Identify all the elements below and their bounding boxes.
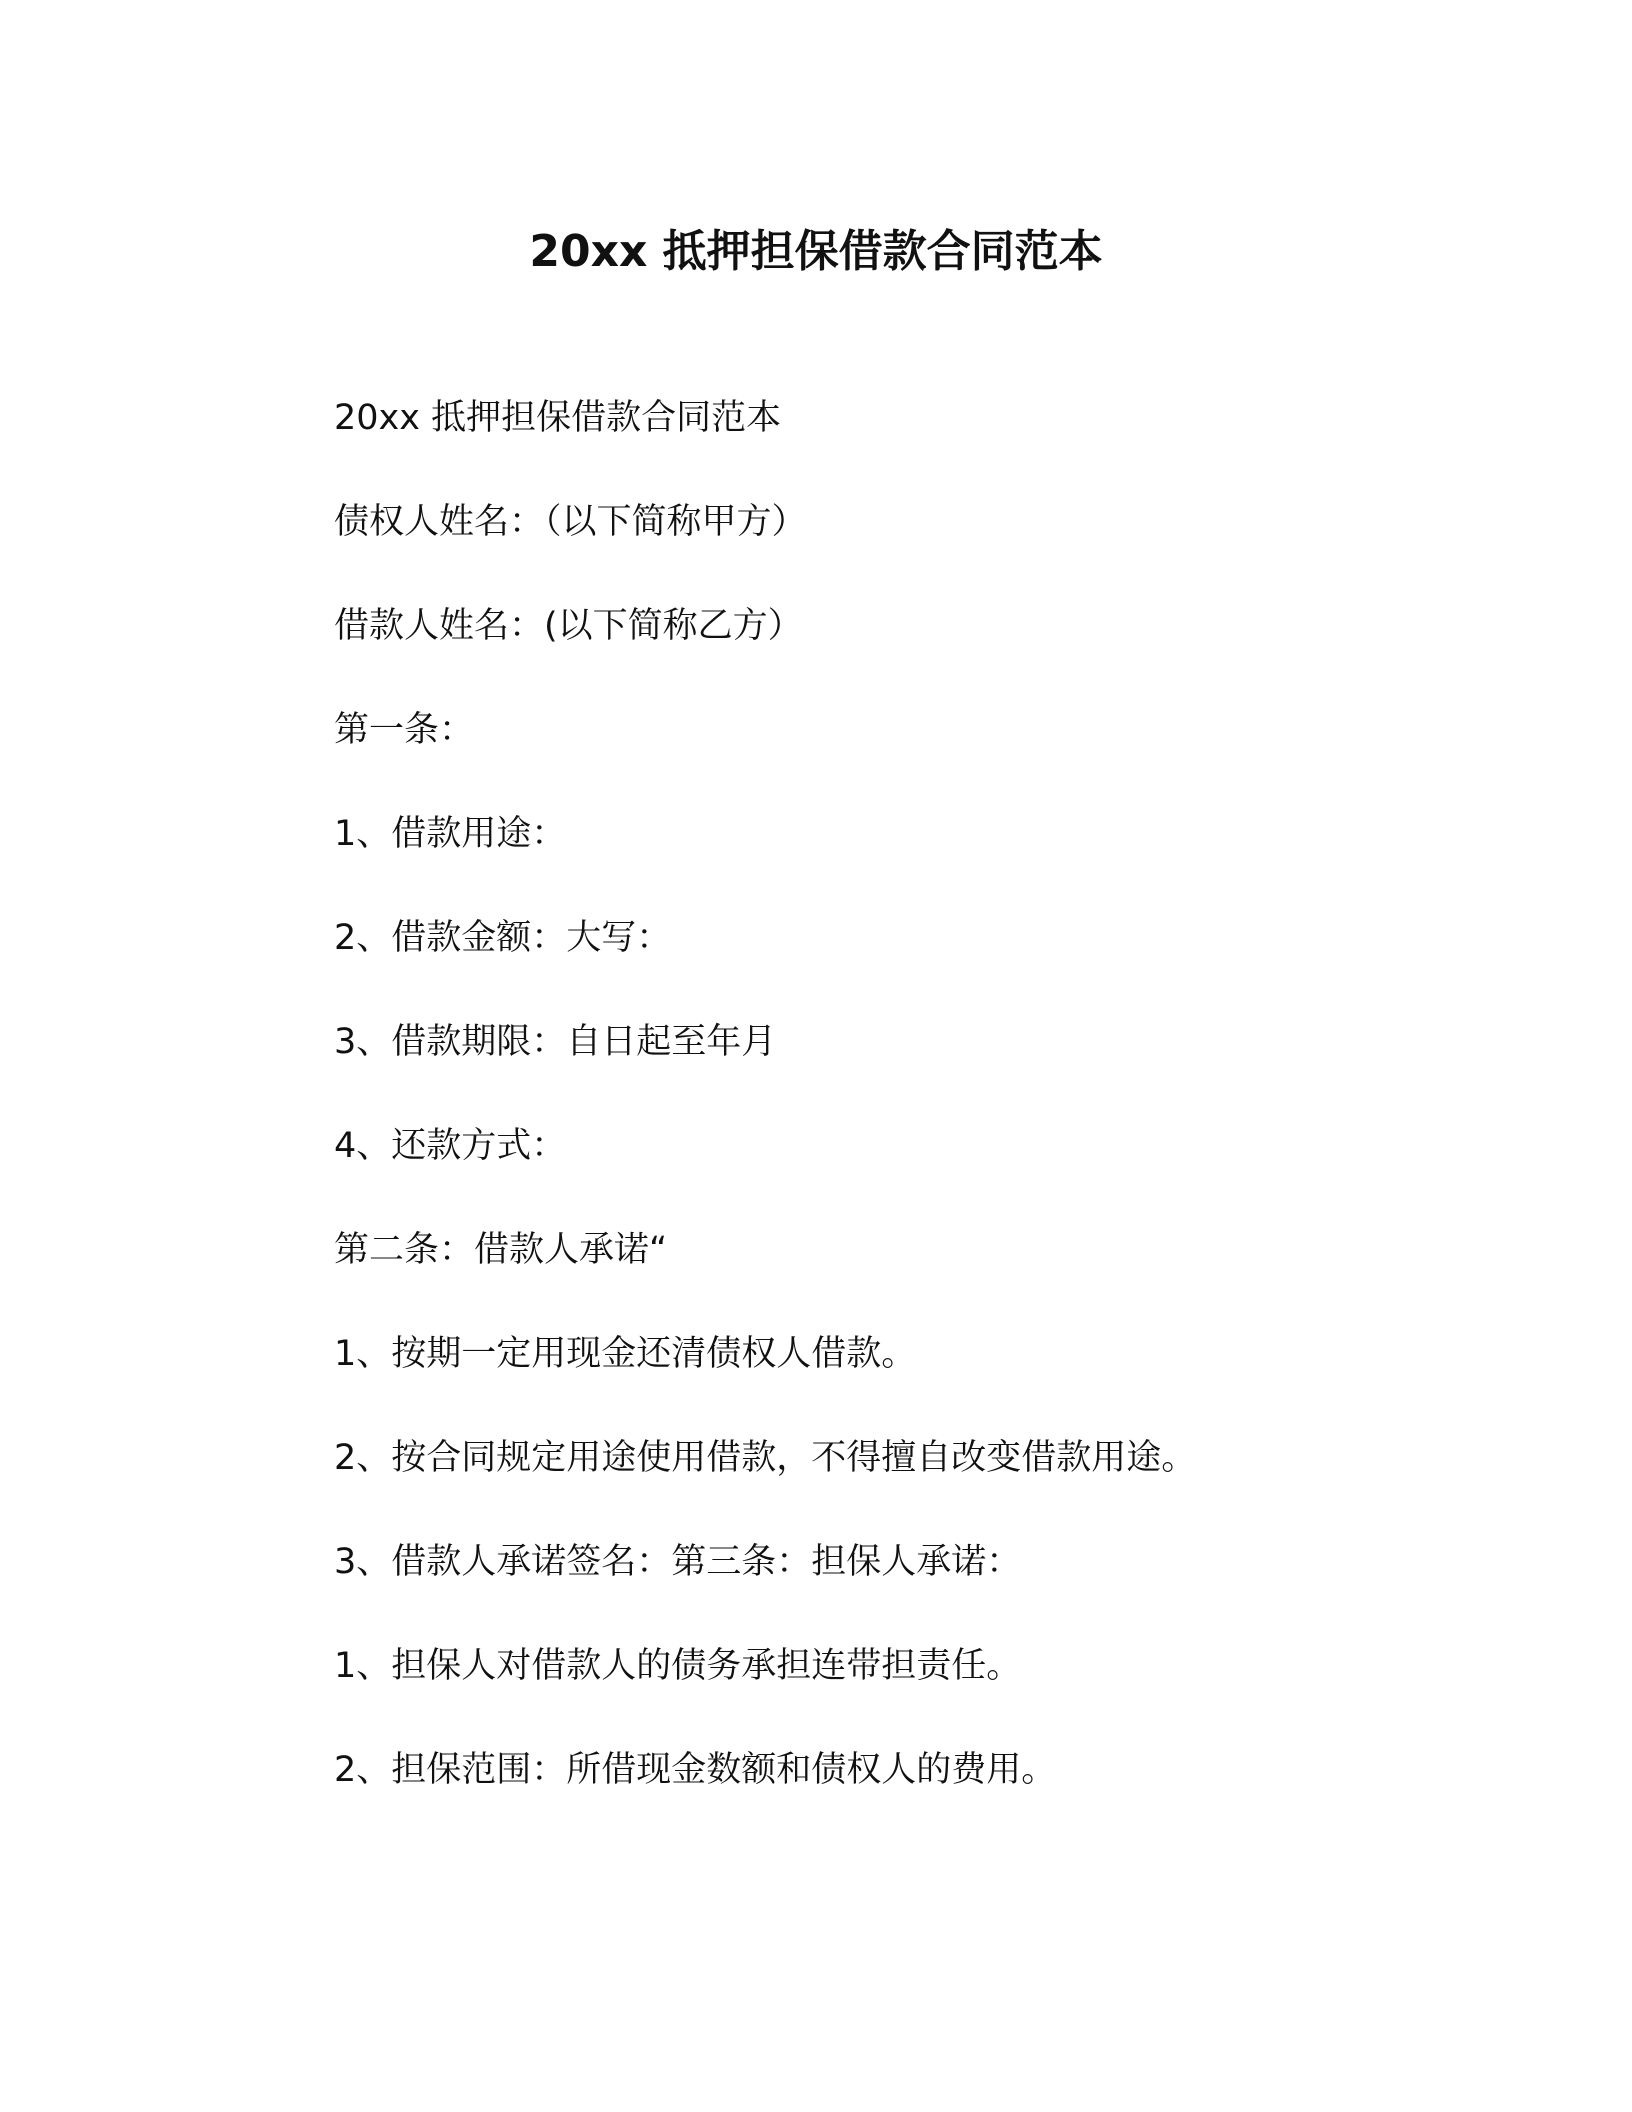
use-promise-paragraph: 2、按合同规定用途使用借款，不得擅自改变借款用途。 <box>334 1438 1197 1478</box>
guarantor-liability-paragraph: 1、担保人对借款人的债务承担连带担责任。 <box>334 1646 1022 1686</box>
document-body <box>334 392 1334 1848</box>
article-one-heading: 第一条： <box>334 710 475 750</box>
borrower-signature-paragraph: 3、借款人承诺签名：第三条：担保人承诺： <box>334 1542 1022 1582</box>
loan-term-paragraph: 3、借款期限：自日起至年月 <box>334 1022 777 1062</box>
repayment-method-paragraph: 4、还款方式： <box>334 1126 567 1166</box>
document-title: 20xx 抵押担保借款合同范本 <box>529 226 1103 277</box>
repay-promise-paragraph: 1、按期一定用现金还清债权人借款。 <box>334 1334 917 1374</box>
subtitle-paragraph: 20xx 抵押担保借款合同范本 <box>334 398 782 438</box>
article-two-heading: 第二条：借款人承诺“ <box>334 1230 668 1270</box>
borrower-name-paragraph: 借款人姓名：(以下简称乙方） <box>334 606 803 646</box>
loan-purpose-paragraph: 1、借款用途： <box>334 814 567 854</box>
loan-amount-paragraph: 2、借款金额：大写： <box>334 918 672 958</box>
guarantee-scope-paragraph: 2、担保范围：所借现金数额和债权人的费用。 <box>334 1750 1057 1790</box>
creditor-name-paragraph: 债权人姓名：（以下简称甲方） <box>334 502 807 542</box>
